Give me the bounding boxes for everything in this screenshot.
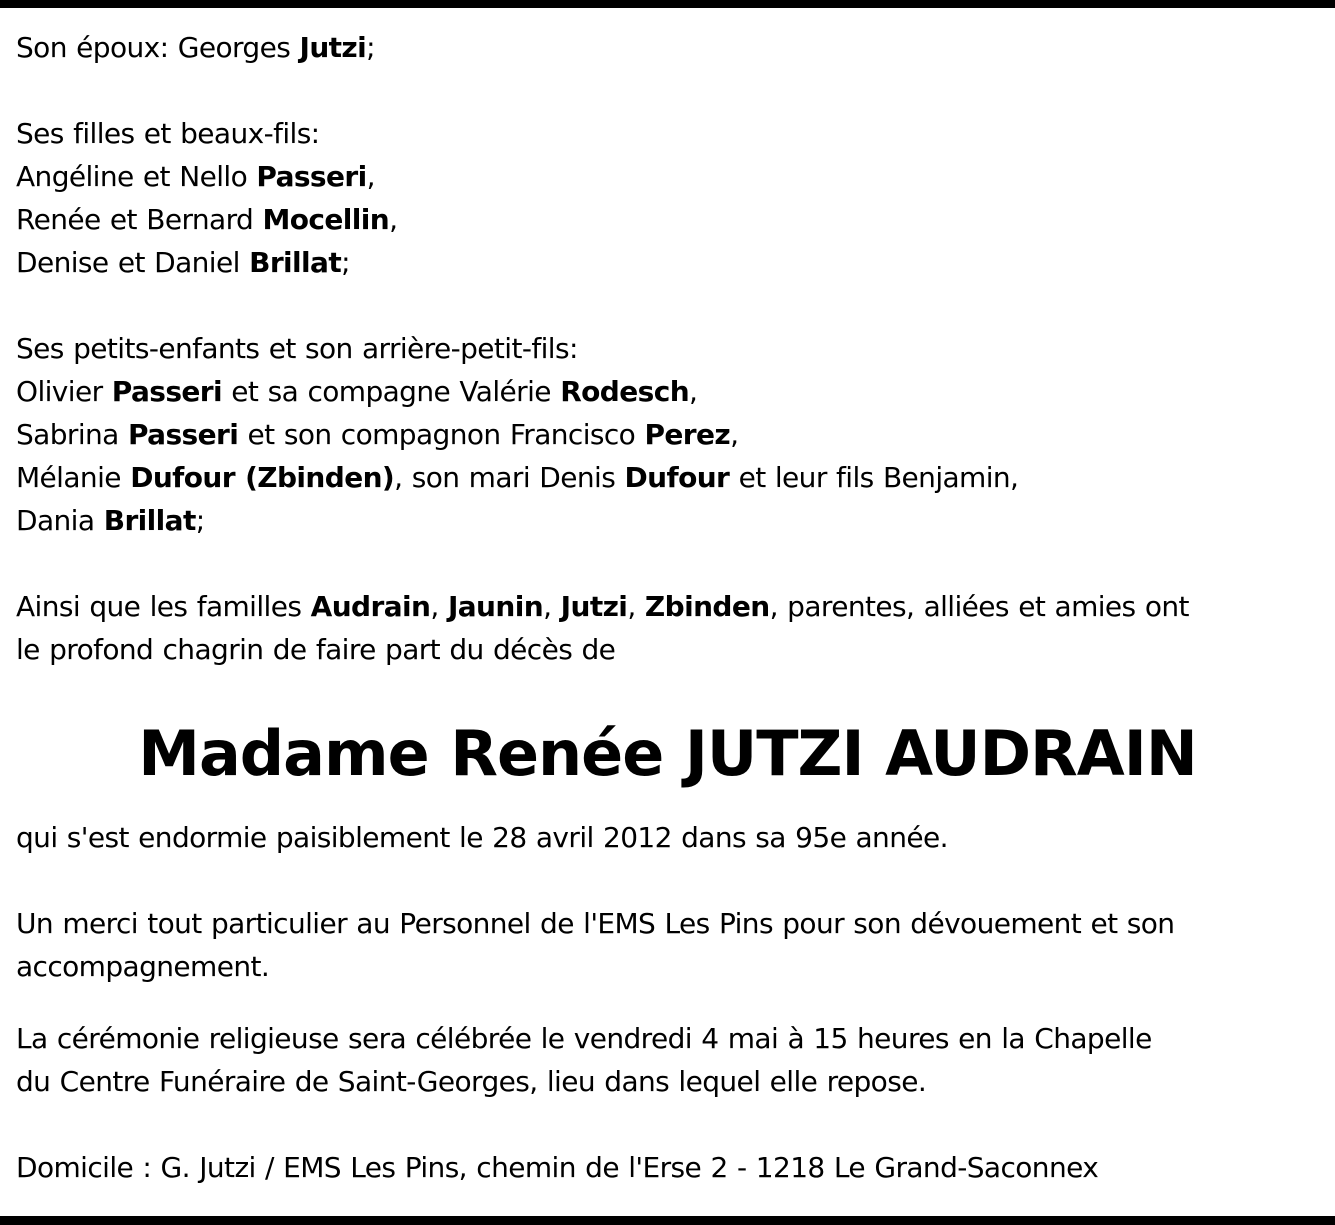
daughter-line: Angéline et Nello Passeri, [16,160,375,193]
daughters-heading: Ses filles et beaux-fils: [16,117,320,150]
grandchild-line: Dania Brillat; [16,504,205,537]
family-name: Jutzi [560,590,628,623]
obituary-notice [16,26,1326,1184]
grandchildren-heading: Ses petits-enfants et son arrière-petit-fils: [16,332,578,365]
grandchild-line: Olivier Passeri et sa compagne Valérie Rodesch, [16,375,698,408]
death-line: qui s'est endormie paisiblement le 28 avril 2012 dans sa 95e année. [16,821,948,854]
bottom-rule [0,1216,1335,1225]
domicile-line: Domicile : G. Jutzi / EMS Les Pins, chemin de l'Erse 2 - 1218 Le Grand-Saconnex [16,1151,1099,1184]
family-name: Jaunin [447,590,544,623]
daughter-line: Renée et Bernard Mocellin, [16,203,398,236]
grandchild-line: Sabrina Passeri et son compagnon Francisco Perez, [16,418,739,451]
ceremony-line: La cérémonie religieuse sera célébrée le vendredi 4 mai à 15 heures en la Chapelle [16,1022,1152,1055]
ceremony-line-2: du Centre Funéraire de Saint-Georges, lieu dans lequel elle repose. [16,1065,927,1098]
daughter-line: Denise et Daniel Brillat; [16,246,350,279]
notice-details [16,816,1174,1189]
thanks-line-2: accompagnement. [16,950,270,983]
top-rule [0,0,1335,8]
spouse-surname: Jutzi [299,31,367,64]
thanks-line: Un merci tout particulier au Personnel de l'EMS Les Pins pour son dévouement et son [16,907,1175,940]
deceased-name: Madame Renée JUTZI AUDRAIN [138,717,1197,790]
spouse-line: Son époux: Georges Jutzi; [16,31,375,64]
family-name: Audrain [310,590,431,623]
grandchild-line: Mélanie Dufour (Zbinden), son mari Denis Dufour et leur fils Benjamin, [16,461,1019,494]
families-line-2: le profond chagrin de faire part du décès de [16,633,616,666]
families-line: Ainsi que les familles Audrain, Jaunin, Jutzi, Zbinden, parentes, alliées et amies ont [16,590,1189,623]
family-name: Zbinden [644,590,770,623]
